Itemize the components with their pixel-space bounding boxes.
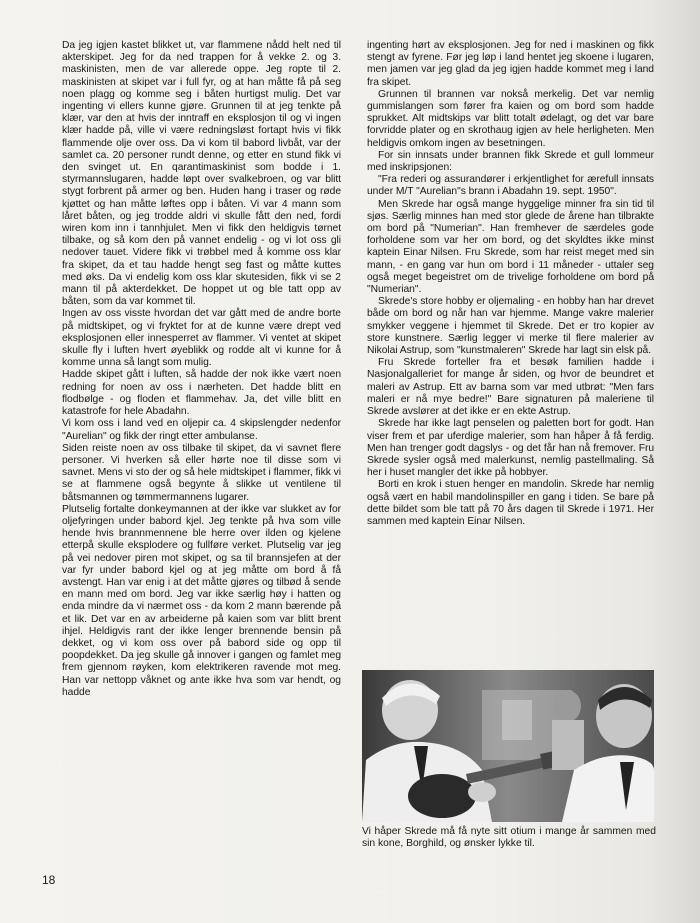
paragraph: Men Skrede har også mange hyggelige minner fra sin tid til sjøs. Særlig minnes han med stor glede de årene han tilbrakte om bord på "Numerian". Han fremhever de særdeles gode forholdene som var her om bord, og det skyldtes ikke minst kaptein Einar Nilsen. Fru Skrede, som har reist meget med sin mann, - en gang var hun om bord i 11 måneder - uttaler seg også meget begeistret om de trivelige forholdene om bord på "Numerian". — [367, 198, 654, 296]
left-text-column — [62, 40, 341, 699]
right-text-column — [367, 40, 654, 528]
paragraph: Plutselig fortalte donkeymannen at der ikke var slukket av for oljefyringen under babord kjel. Jeg tenkte på hva som ville hende hvis brannmennene ble herre over ilden og kjelene etterpå skulle eksplodere og fullføre verket. Plutselig var jeg på vei nedover piren mot skipet, og sa til brannsjefen at der var fyr under babord kjel og at jeg måtte om bord å få avstengt. Han var enig i at det måtte gjøres og tilbød å sende en mann med om bord. Jeg var ikke særlig høy i hatten og enda mindre da vi nærmet oss - da kom 2 mann bærende på et lik. Det var en av arbeiderne på kaien som var blitt brent ihjel. Heldigvis rant der ikke lenger brennende bensin på dekket, og vi kom oss over på babord side og opp til poopdekket. Da jeg skulle gå innover i gangen og famlet meg frem gjennom røyken, kom elektrikeren ravende mot meg. Han var nettopp våknet og ante ikke hva som var hendt, og hadde — [62, 503, 341, 698]
photo-image — [362, 670, 654, 822]
paragraph: Fru Skrede forteller fra et besøk familien hadde i Nasjonalgalleriet for mange år siden, og hvor de beundret et maleri av Astrup. Ett av barna som var med utbrøt: "Men fars maleri er nå mye bedre!" Bare signaturen på maleriene til Skrede avslører at det ikke er en ekte Astrup. — [367, 357, 654, 418]
paragraph: Hadde skipet gått i luften, så hadde der nok ikke vært noen redning for noen av oss i nærheten. Det hadde blitt en flodbølge - og floden et flammehav. Ja, det ville blitt en katastrofe for hele Abadahn. — [62, 369, 341, 418]
mandolin-photo — [362, 670, 654, 822]
paragraph: For sin innsats under brannen fikk Skrede et gull lommeur med inskripsjonen: — [367, 149, 654, 174]
paragraph: Ingen av oss visste hvordan det var gått med de andre borte på midtskipet, og vi fryktet for at de kunne være drept ved eksplosjonen eller innesperret av flammer. Vi ventet at skipet skulle fly i luften hvert øyeblikk og rodde alt vi kunne for å komme unna så langt som mulig. — [62, 308, 341, 369]
page-number: 18 — [42, 873, 56, 887]
photo-caption: Vi håper Skrede må få nyte sitt otium i mange år sammen med sin kone, Borghild, og ønsker lykke til. — [362, 826, 656, 850]
paragraph: Vi kom oss i land ved en oljepir ca. 4 skipslengder nedenfor "Aurelian" og fikk der ringt etter ambulanse. — [62, 418, 341, 442]
paragraph: "Fra rederi og assurandører i erkjentlighet for ærefull innsats under M/T "Aurelian"s brann i Abadahn 19. sept. 1950". — [367, 174, 654, 198]
paragraph: Skrede's store hobby er oljemaling - en hobby han har drevet både om bord og når han var hjemme. Mange vakre malerier smykker veggene i hjemmet til Skrede. Det er tro kopier av store kunstnere. Særlig legger vi merke til flere malerier av Nikolai Astrup, som "kunstmaleren" Skrede har lagt sin elsk på. — [367, 296, 654, 357]
paragraph: ingenting hørt av eksplosjonen. Jeg for ned i maskinen og fikk stengt av fyrene. Før jeg løp i land hentet jeg skoene i lugaren, men jamen var jeg glad da jeg igjen hadde kommet meg i land fra skipet. — [367, 40, 654, 88]
paragraph: Da jeg igjen kastet blikket ut, var flammene nådd helt ned til akterskipet. Jeg for da ned trappen for å vekke 2. og 3. maskinisten, men de var allerede oppe. Jeg ropte til 2. maskinisten at skipet var i full fyr, og at han måtte få på seg noen plagg og komme seg i båten hurtigst mulig. Det var ingenting vi ellers kunne gjøre. Grunnen til at jeg tenkte på klær, var den at hvis der inntraff en eksplosjon til og vi ingen klær hadde på, ville vi være redningsløst fortapt hvis vi fikk flammende olje over oss. Da vi kom til babord livbåt, var der samlet ca. 20 personer rundt denne, og etter en stund fikk vi den svinget ut. En qarantimaskinist som bodde i 1. styrmannslugaren, hadde løpt over svalkebroen, og var blitt stygt forbrent på armer og ben. Huden hang i traser og røde kjøttet og han måtte løftes opp i båten. Vi var 4 mann som låret båten, og jeg trodde aldri vi skulle fått den ned, fordi wiren kom inn i tannhjulet. Men vi fikk den heldigvis tørnet tilbake, og så kom den på vannet endelig - og vi lot oss gli nedover tauet. Videre fikk vi trøbbel med å komme oss klar fra skipet, da et tau hadde hengt seg fast og måtte kuttes med øks. Da vi endelig kom oss klar skutesiden, fikk vi se 2 mann til på akterdekket. De hoppet ut og ble tatt opp av båten, som da var kommet til. — [62, 40, 341, 308]
paragraph: Grunnen til brannen var nokså merkelig. Det var nemlig gummislangen som fører fra kaien og om bord som hadde sprukket. Alt midtskips var blitt totalt ødelagt, og det var bare forvridde plater og en skrothaug igjen av hele herligheten. Men heldigvis omkom ingen av besetningen. — [367, 88, 654, 149]
paragraph: Skrede har ikke lagt penselen og paletten bort for godt. Han viser frem et par uferdige malerier, som han håper å få ferdig. Men han trenger godt dagslys - og det får han nå fremover. Fru Skrede sysler også med malerkunst, nemlig pastellmaling. Så her i huset mangler det ikke på hobbyer. — [367, 418, 654, 479]
paragraph: Siden reiste noen av oss tilbake til skipet, da vi savnet flere personer. Vi hverken så eller hørte noe til disse som vi savnet. Mens vi sto der og så hele midtskipet i flammer, fikk vi se at flammene også begynte å slikke ut ventilene til båtsmannen og tømmermannens lugarer. — [62, 442, 341, 503]
paragraph: Borti en krok i stuen henger en mandolin. Skrede har nemlig også vært en habil mandolinspiller en gang i tiden. Se bare på dette bildet som ble tatt på 70 års dagen til Skrede i 1971. Her sammen med kaptein Einar Nilsen. — [367, 479, 654, 527]
